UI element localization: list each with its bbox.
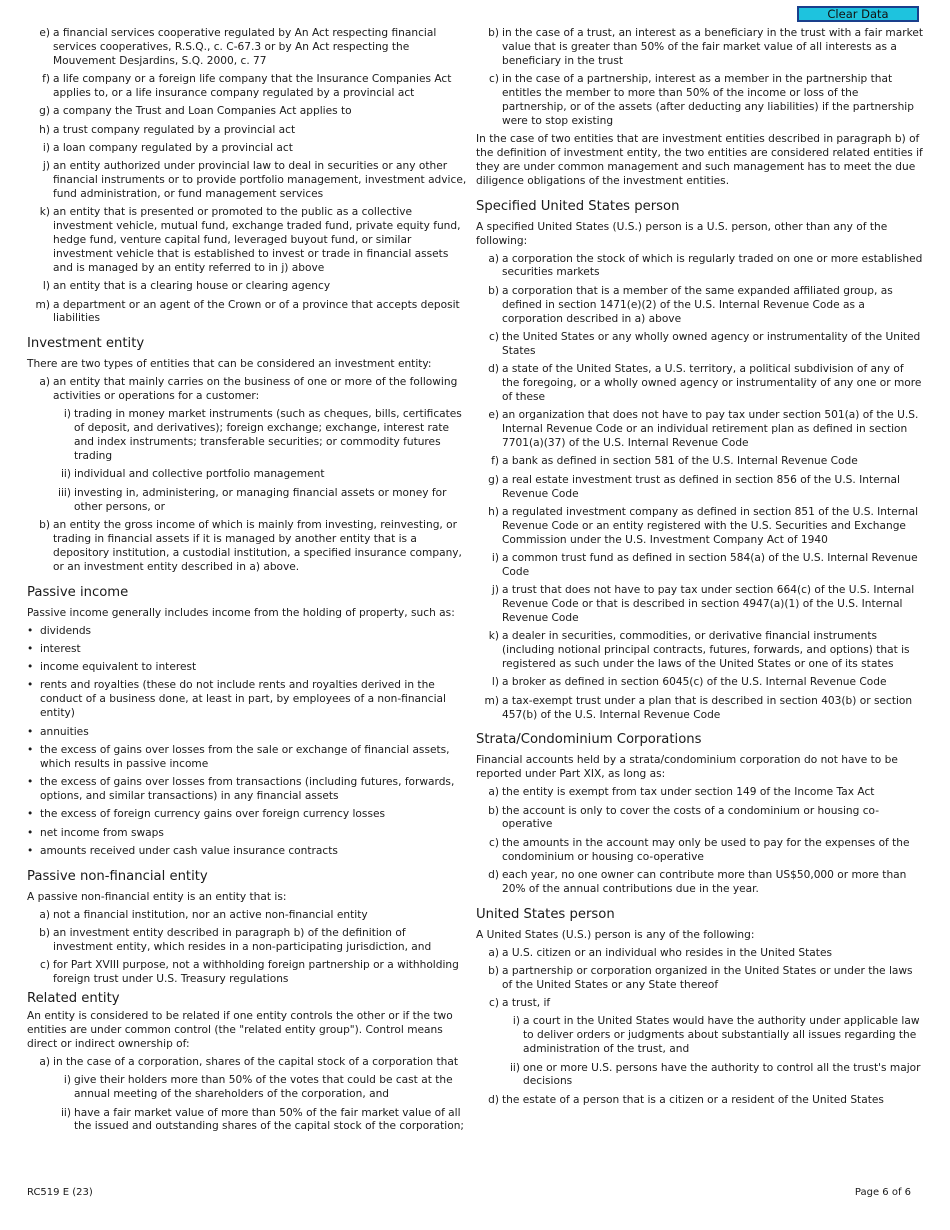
list-item: h) a regulated investment company as defined in section 851 of the U.S. Internal Revenue Code or an entity registered with the U.S. Securities and Exchange Commission under the U.S. Investment Company Act of 1940 [488,505,919,546]
list-item: k) a dealer in securities, commodities, or derivative financial instruments (including notional principal contracts, futures, forwards, and options) that is registered as such under the laws of the United States or one of its states [488,630,910,671]
list-item: b) the account is only to cover the costs of a condominium or housing co-operative [488,804,880,831]
list-item: c) the amounts in the account may only be used to pay for the expenses of the condominium or housing co-operative [489,836,910,863]
list-item: b) an entity the gross income of which is mainly from investing, reinvesting, or trading in financial assets if it is managed by another entity that is a depository institution, a custodial institution, a specified insurance company, or an investment entity described in a) above. [39,518,462,573]
list-item: l) an entity that is a clearing house or clearing agency [42,280,331,293]
investment-entity-section [27,336,467,574]
bullet-item: • the excess of gains over losses from the sale or exchange of financial assets, which results in passive income [27,743,450,770]
bullet-item: • annuities [27,725,89,738]
right-column [476,27,924,1112]
section-heading: United States person [476,906,615,922]
list-item: g) a real estate investment trust as defined in section 856 of the U.S. Internal Revenue Code [488,473,900,500]
section-intro: A passive non-financial entity is an entity that is: [27,890,287,903]
list-item: m) a department or an agent of the Crown or of a province that accepts deposit liabilities [35,298,460,325]
list-item: c) for Part XVIII purpose, not a withholding foreign partnership or a withholding foreign trust under U.S. Treasury regulations [40,959,459,986]
list-item: d) each year, no one owner can contribute more than US$50,000 or more than 20% of the annual contributions due in the year. [488,868,907,895]
bullet-item: • income equivalent to interest [27,661,197,674]
list-item: d) a state of the United States, a U.S. territory, a political subdivision of any of the foregoing, or a wholly owned agency or instrumentality of any one or more of these [488,363,922,403]
list-item: f) a life company or a foreign life company that the Insurance Companies Act applies to, or a life insurance company regulated by a provincial act [42,73,452,100]
section-heading: Strata/Condominium Corporations [476,732,702,748]
list-item: j) an entity authorized under provincial law to deal in securities or any other financial instruments or to provide portfolio management, investment advice, fund administration, or fund management services [42,160,467,201]
list-item: d) the estate of a person that is a citizen or a resident of the United States [488,1093,884,1106]
section-heading: Passive non-financial entity [27,868,208,884]
list-item: b) a partnership or corporation organized in the United States or under the laws of the United States or any State thereof [488,964,913,991]
financial-institution-list [27,27,467,326]
list-item: a) a corporation the stock of which is regularly traded on one or more established securities markets [488,252,923,279]
bullet-item: • amounts received under cash value insurance contracts [27,844,338,857]
section-intro: Financial accounts held by a strata/condominium corporation do not have to be reported under Part XIX, as long as: [476,754,898,781]
list-item: a) a U.S. citizen or an individual who resides in the United States [488,946,832,959]
bullet-item: • dividends [27,624,92,637]
section-intro: An entity is considered to be related if one entity controls the other or if the two entities are under common control (the "related entity group"). Control means direct or indirect ownership of: [27,1010,453,1051]
list-item: l) a broker as defined in section 6045(c) of the U.S. Internal Revenue Code [491,676,887,689]
list-item: i) a common trust fund as defined in section 584(a) of the U.S. Internal Revenue Code [491,551,918,578]
bullet-item: • the excess of foreign currency gains over foreign currency losses [27,808,385,821]
bullet-item: • interest [27,642,81,655]
section-intro: A specified United States (U.S.) person is a U.S. person, other than any of the following: [476,220,888,247]
list-item: c) a trust, if [489,997,551,1010]
section-intro: There are two types of entities that can be considered an investment entity: [27,358,432,371]
passive-nfe-section [27,869,467,987]
related-entity-note: In the case of two entities that are investment entities described in paragraph b) of the definition of investment entity, the two entities are considered related entities if they are under common management and such management has to meet the due diligence obligations of the investment entities. [476,133,923,187]
section-heading: Passive income [27,584,129,600]
sub-list-item: ii) have a fair market value of more than 50% of the fair market value of all the issued and outstanding shares of the capital stock of the corporation; [60,1106,464,1133]
strata-section [476,732,924,896]
sub-list-item: ii) one or more U.S. persons have the authority to control all the trust's major decisions [509,1061,921,1088]
section-heading: Investment entity [27,336,145,352]
list-item: b) in the case of a trust, an interest as a beneficiary in the trust with a fair market value that is greater than 50% of the fair market value of all interests as a beneficiary in the trust [488,27,924,67]
bullet-item: • net income from swaps [27,826,164,839]
list-item: c) in the case of a partnership, interest as a member in the partnership that entitles the member to more than 50% of the income or loss of the partnership, or of the assets (after deducting any liabilities) if the partnership were to stop existing [489,73,914,127]
section-heading: Related entity [27,991,120,1007]
list-item: h) a trust company regulated by a provincial act [39,123,296,136]
list-item: a) the entity is exempt from tax under section 149 of the Income Tax Act [488,786,875,799]
list-item: g) a company the Trust and Loan Companies Act applies to [39,105,352,118]
list-item: a) not a financial institution, nor an active non-financial entity [39,908,368,921]
related-entity-section [27,991,467,1134]
specified-us-person-section [476,199,924,723]
list-item: a) in the case of a corporation, shares of the capital stock of a corporation that [39,1056,459,1069]
bullet-item: • the excess of gains over losses from transactions (including futures, forwards, options, and similar transactions) in any financial assets [27,776,455,802]
list-item: a) an entity that mainly carries on the business of one or more of the following activities or operations for a customer: [39,376,458,403]
form-identifier: RC519 E (23) [27,1187,93,1198]
page-number: Page 6 of 6 [854,1187,911,1198]
section-intro: A United States (U.S.) person is any of the following: [476,928,755,941]
sub-list-item: ii) individual and collective portfolio management [60,468,325,481]
sub-list-item: iii) investing in, administering, or managing financial assets or money for other persons, or [58,486,447,513]
list-item: j) a trust that does not have to pay tax under section 664(c) of the U.S. Internal Revenue Code or that is described in section 4947(a)(1) of the U.S. Internal Revenue Code [491,584,915,624]
list-item: e) a financial services cooperative regulated by An Act respecting financial services cooperatives, R.S.Q., c. C-67.3 or by An Act respecting the Mouvement Desjardins, S.Q. 2000, c. 77 [39,27,437,67]
list-item: c) the United States or any wholly owned agency or instrumentality of the United States [489,330,921,357]
list-item: i) a loan company regulated by a provincial act [42,141,293,154]
clear-data-button[interactable]: Clear Data [797,6,919,22]
passive-income-section [27,585,467,859]
bullet-item: • rents and royalties (these do not include rents and royalties derived in the conduct of a business done, at least in part, by employees of a non-financial entity) [27,679,446,720]
sub-list-item: i) give their holders more than 50% of the votes that could be cast at the annual meeting of the shareholders of the corporation, and [63,1074,453,1101]
related-entity-continued [476,27,924,189]
list-item: k) an entity that is presented or promoted to the public as a collective investment vehicle, mutual fund, exchange traded fund, private equity fund, hedge fund, venture capital fund, leveraged buyout fund, or similar investment vehicle that is established to invest or trade in financial assets and is managed by an entity referred to in j) above [39,206,461,274]
sub-list-item: i) trading in money market instruments (such as cheques, bills, certificates of deposit, and derivatives); foreign exchange; exchange, interest rate and index instruments; transferable securities; or commodity futures trading [63,408,462,463]
left-column [27,27,467,1139]
sub-list-item: i) a court in the United States would have the authority under applicable law to deliver orders or judgments about substantially all issues regarding the administration of the trust, and [512,1015,920,1056]
list-item: f) a bank as defined in section 581 of the U.S. Internal Revenue Code [491,455,858,468]
list-item: b) an investment entity described in paragraph b) of the definition of investment entity, which resides in a non-participating jurisdiction, and [39,926,432,953]
list-item: b) a corporation that is a member of the same expanded affiliated group, as defined in section 1471(e)(2) of the U.S. Internal Revenue Code as a corporation described in a) above [488,284,893,325]
list-item: m) a tax-exempt trust under a plan that is described in section 403(b) or section 457(b) of the U.S. Internal Revenue Code [484,694,913,721]
section-intro: Passive income generally includes income from the holding of property, such as: [27,606,455,619]
us-person-section [476,907,924,1108]
list-item: e) an organization that does not have to pay tax under section 501(a) of the U.S. Internal Revenue Code or an individual retirement plan as defined in section 7701(a)(37) of the U.S. Internal Revenue Code [488,409,919,449]
section-heading: Specified United States person [476,198,680,214]
